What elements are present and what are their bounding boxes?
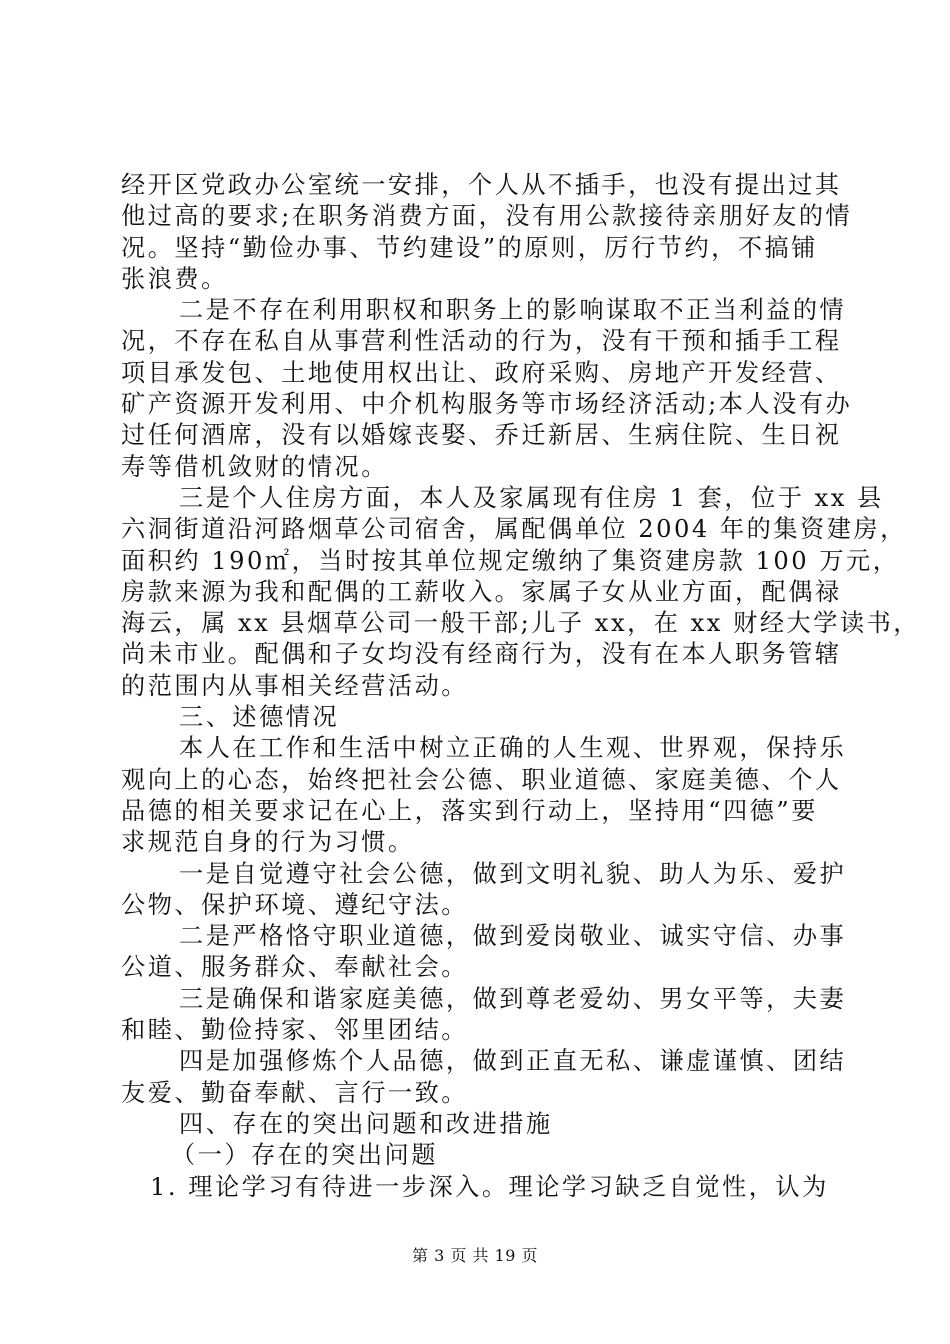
text-line: 观向上的心态，始终把社会公德、职业道德、家庭美德、个人 — [121, 765, 842, 794]
paragraph-start-line: 二是严格恪守职业道德，做到爱岗敬业、诚实守信、办事 — [179, 922, 847, 951]
text-line: 六洞街道沿河路烟草公司宿舍，属配偶单位 2004 年的集资建房， — [121, 515, 907, 544]
text-line: 的范围内从事相关经营活动。 — [121, 671, 468, 700]
section-heading: 四、存在的突出问题和改进措施 — [179, 1109, 553, 1138]
text-line: 寿等借机敛财的情况。 — [121, 452, 388, 481]
page-footer: 第 3 页 共 19 页 — [412, 1246, 538, 1265]
text-line: 他过高的要求;在职务消费方面，没有用公款接待亲朋好友的情 — [121, 202, 853, 231]
subsection-heading: （一）存在的突出问题 — [171, 1141, 438, 1170]
text-line: 项目承发包、土地使用权出让、政府采购、房地产开发经营、 — [121, 358, 842, 387]
document-body — [121, 170, 920, 1203]
paragraph-start-line: 三是个人住房方面，本人及家属现有住房 1 套，位于 xx 县 — [179, 483, 884, 512]
text-line: 和睦、勤俭持家、邻里团结。 — [121, 1016, 468, 1045]
text-line: 友爱、勤奋奉献、言行一致。 — [121, 1078, 468, 1107]
text-line: 况。坚持“勤俭办事、节约建设”的原则，厉行节约，不搞铺 — [121, 233, 818, 262]
text-line: 张浪费。 — [121, 264, 228, 293]
paragraph-start-line: 三是确保和谐家庭美德，做到尊老爱幼、男女平等，夫妻 — [179, 984, 847, 1013]
paragraph-start-line: 本人在工作和生活中树立正确的人生观、世界观，保持乐 — [179, 734, 847, 763]
text-line: 过任何酒席，没有以婚嫁丧娶、乔迁新居、生病住院、生日祝 — [121, 421, 842, 450]
paragraph-start-line: 二是不存在利用职权和职务上的影响谋取不正当利益的情 — [179, 296, 847, 325]
section-heading: 三、述德情况 — [179, 703, 340, 732]
text-line: 公物、保护环境、遵纪守法。 — [121, 890, 468, 919]
text-line: 矿产资源开发利用、中介机构服务等市场经济活动;本人没有办 — [121, 390, 853, 419]
paragraph-start-line: 四是加强修炼个人品德，做到正直无私、谦虚谨慎、团结 — [179, 1047, 847, 1076]
text-line: 公道、服务群众、奉献社会。 — [121, 953, 468, 982]
text-line: 经开区党政办公室统一安排，个人从不插手，也没有提出过其 — [121, 171, 842, 199]
text-line: 房款来源为我和配偶的工薪收入。家属子女从业方面，配偶禄 — [121, 577, 842, 606]
text-line: 求规范自身的行为习惯。 — [121, 828, 415, 857]
paragraph-start-line: 一是自觉遵守社会公德，做到文明礼貌、助人为乐、爱护 — [179, 859, 847, 888]
text-line: 尚未市业。配偶和子女均没有经商行为，没有在本人职务管辖 — [121, 640, 842, 669]
text-line: 海云，属 xx 县烟草公司一般干部;儿子 xx，在 xx 财经大学读书， — [121, 609, 920, 638]
text-line: 面积约 190㎡，当时按其单位规定缴纳了集资建房款 100 万元， — [121, 546, 900, 575]
text-line: 况，不存在私自从事营利性活动的行为，没有干预和插手工程 — [121, 327, 842, 356]
text-line: 品德的相关要求记在心上，落实到行动上，坚持用“四德”要 — [121, 796, 818, 825]
paragraph-start-line: 1. 理论学习有待进一步深入。理论学习缺乏自觉性，认为 — [150, 1172, 829, 1201]
